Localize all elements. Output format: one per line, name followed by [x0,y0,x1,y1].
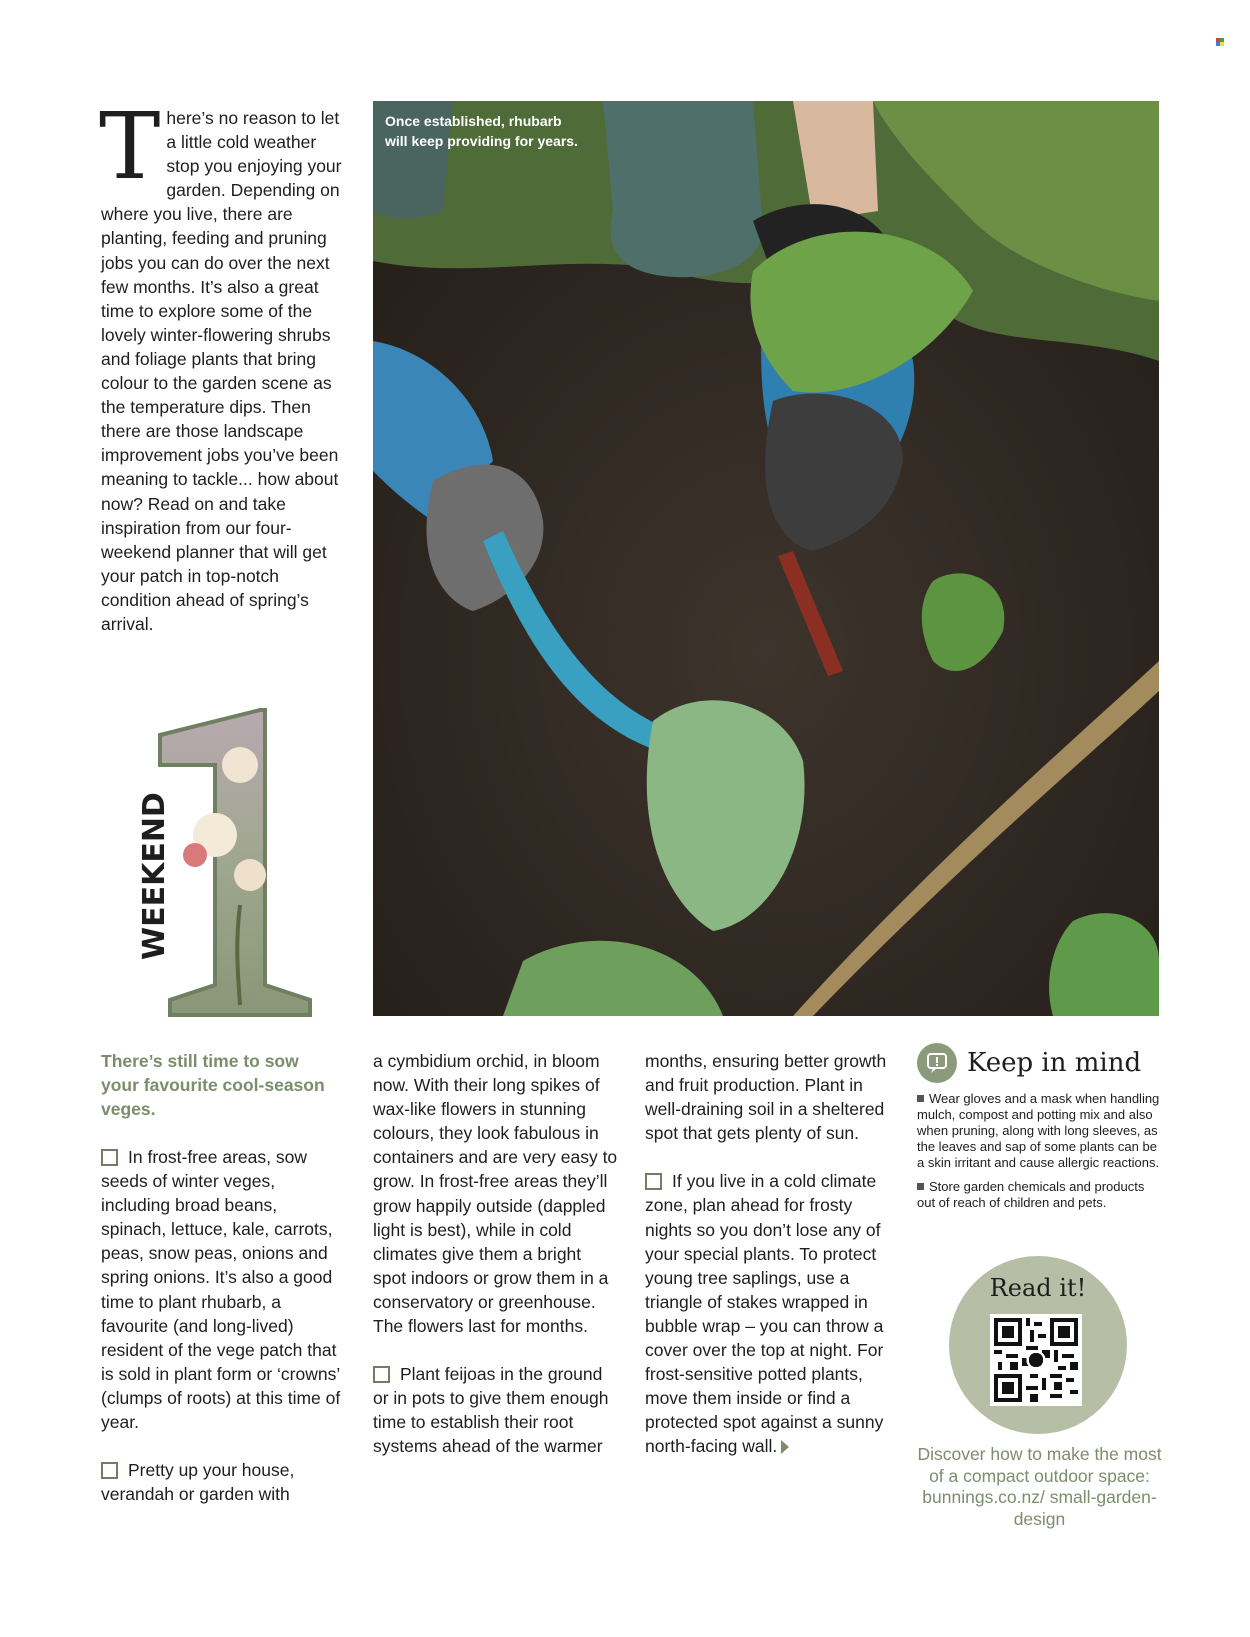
square-bullet-icon [917,1183,924,1190]
corner-color-mark [1216,33,1224,41]
weekend-one-graphic [140,705,335,1020]
photo-caption: Once established, rhubarb will keep providing for years. [385,113,578,149]
read-it-circle [949,1256,1127,1434]
rhubarb-planting-photo [373,101,1159,1016]
keep-in-mind-title: Keep in mind [967,1048,1142,1078]
speech-bubble-icon [917,1043,957,1083]
square-bullet-icon [917,1095,924,1102]
checklist-item-1: In frost-free areas, sow seeds of winter veges, including broad beans, spinach, lettuce, kale, carrots, peas, snow peas, onions and spring onions. It’s also a good time to plant rhubarb, a favourite (and long-lived) resident of the vege patch that is sold in plant form or ‘crowns’ (clumps of roots) at this time of year. [101,1147,341,1433]
orchid-paragraph: a cymbidium orchid, in bloom now. With their long spikes of wax-like flowers in stunning colours, they look fabulous in containers and are very easy to grow. In frost-free areas they’ll grow happily outside (dappled light is best), while in cold climates give them a bright spot indoors or grow them in a conservatory or greenhouse. The flowers last for months. [373,1051,618,1337]
feijoa-continued-paragraph: months, ensuring better growth and fruit production. Plant in well-draining soil in a sheltered spot that gets plenty of sun. [645,1051,887,1144]
column-two [373,1049,618,1483]
intro-text: here’s no reason to let a little cold weather stop you enjoying your garden. Depending on where you live, there are planting, feeding and pruning jobs you can do over the next few months. It’s also a great time to explore some of the lovely winter-flowering shrubs and foliage plants that bring colour to the garden scene as the temperature dips. Then there are those landscape improvement jobs you’ve been meaning to tackle... how about now? Read on and take inspiration from our four-weekend planner that will get your patch in top-notch condition ahead of spring’s arrival. [101,108,342,634]
read-it-title: Read it! [989,1274,1087,1302]
qr-code[interactable] [990,1314,1082,1406]
section-subhead: There’s still time to sow your favourite cool-season veges. [101,1051,325,1120]
checklist-item-3: Plant feijoas in the ground or in pots to give them enough time to establish their root systems ahead of the warmer [373,1364,609,1457]
discover-link-text[interactable]: Discover how to make the most of a compact outdoor space: bunnings.co.nz/ small-garden-design [917,1444,1162,1529]
checkbox-1[interactable] [101,1149,118,1166]
keep-in-mind-item-1: Wear gloves and a mask when handling mulch, compost and potting mix and also when pruning, along with long sleeves, as the leaves and sap of some plants can be a skin irritant and cause allergic reactions. [917,1091,1160,1170]
intro-paragraph [99,93,351,636]
drop-cap: T [99,93,161,200]
checklist-item-2: Pretty up your house, verandah or garden with [101,1460,295,1505]
weekend-label: WEEKEND [140,792,172,960]
checkbox-2[interactable] [101,1462,118,1479]
column-one [101,1145,346,1530]
checkbox-4[interactable] [645,1173,662,1190]
column-three [645,1049,890,1483]
checkbox-3[interactable] [373,1366,390,1383]
checklist-item-4: If you live in a cold climate zone, plan ahead for frosty nights so you don’t lose any of your special plants. To protect young tree saplings, use a triangle of stakes wrapped in bubble wrap – you can throw a cover over the top at night. For frost-sensitive potted plants, move them inside or find a protected spot against a sunny north-facing wall. [645,1171,884,1457]
keep-in-mind-item-2: Store garden chemicals and products out of reach of children and pets. [917,1179,1145,1210]
continue-arrow-icon [781,1440,789,1454]
keep-in-mind-box [917,1043,1162,1211]
keep-in-mind-header [917,1043,1162,1083]
